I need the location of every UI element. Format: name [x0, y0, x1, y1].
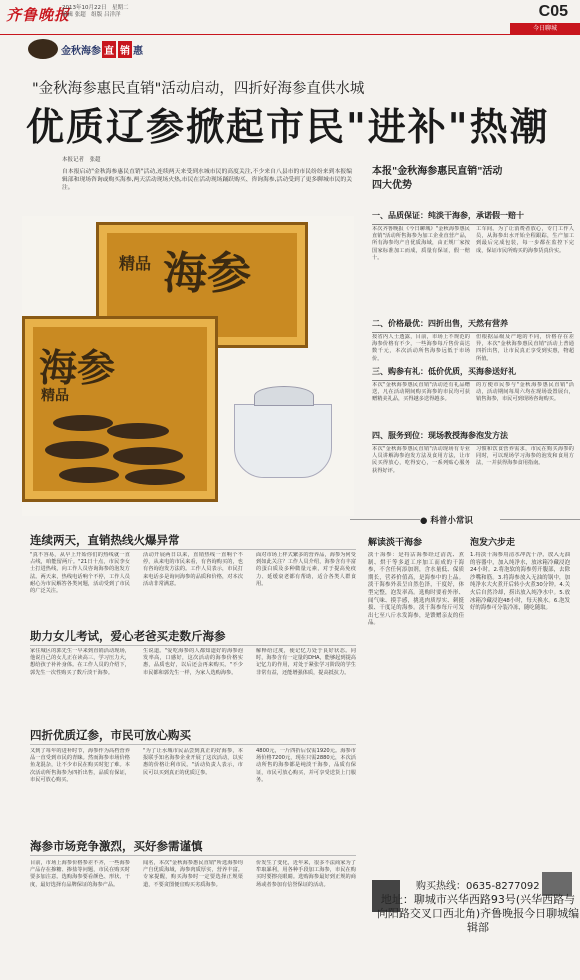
sea-cucumber: [59, 467, 119, 483]
section-1-title: 连续两天，直销热线火爆异常: [30, 533, 180, 547]
section-label: 今日聊城: [510, 23, 580, 34]
section-3-col-1: 又到了每年的进补时节，海参作为高档营养品一直受到市民的青睐。然而海参市场价格鱼龙混杂，让不少市民在购买时犯了难。本次活动所售海参为四折出售，品质有保证，市民可放心购买。: [30, 748, 130, 783]
hotline: 购买热线：0635-8277092: [416, 881, 540, 892]
issue-editors: 编辑 张超 组版 吕洋洋: [62, 12, 121, 18]
box-word-sub-front: 精品: [41, 388, 69, 404]
issue-info: [62, 5, 129, 19]
section-1-col-3: 面对市场上样式繁多的营养品，海参为何受到如此关注？工作人员介绍，海参含有丰富的蛋白质及多种微量元素，对于提高免疫力、延缓衰老都有帮助，适合各类人群食用。: [256, 552, 356, 587]
sea-cucumber: [125, 469, 185, 485]
article-intro: 自本报启动"金秋海参惠民直销"活动,连续两天来受到水城市民的高度关注,不少来自八县市的市民纷纷来到本报编辑部和现场咨询或购买海参,两天活动现场火热,市民在活动现场踊跃购买、咨询海参,活动受到了更多聊城市民的关注。: [62, 169, 352, 191]
sea-cucumber-icon: [28, 39, 58, 59]
advantage-3-heading: 三、购参有礼：低价优质，买海参送好礼: [372, 366, 572, 381]
section-4-col-3: 价发生了变化，近年来，很多不法商家为了牟取暴利，用各种手段加工海参，市民在购买时要擦亮眼睛。选购海参最好到正规的商场或者参加有信誉保证的活动。: [256, 860, 356, 888]
brand-post: 惠: [133, 45, 143, 57]
masthead-logo: 齐鲁晚报: [6, 6, 71, 24]
advantage-1-heading: 一、品质保证：纯淡干海参，承诺假一赔十: [372, 210, 572, 225]
kepu-title: ● 科普小常识: [420, 516, 473, 526]
section-2-col-3: 解释给过度，使记忆力处于良好状态。同时，海参含有一定量的DHA，能够起到提高记忆力的作用，对处于紧张学习阶段的学生非常有益，还能增强体质，提高抵抗力。: [256, 648, 356, 676]
section-4-col-2: 闻名，本次"金秋海参惠民直销"所选海参均产自优质海域，海参肉质厚实，营养丰富。专家提醒，购买海参时一定要选择正规渠道，不要贪图便宜购买劣质海参。: [143, 860, 243, 888]
section-2-col-2: 生说道。"爱吃海参的人都知道好的海参泡发率高，口感好，这次活动的海参价格实惠，品质也好，以后还会再来购买。"不少市民都和郭先生一样，为家人选购海参。: [143, 648, 243, 676]
campaign-brand: [28, 36, 143, 62]
paofa-title: 泡发六步走: [470, 538, 516, 548]
box-word-back: 海参: [163, 248, 251, 299]
section-3-col-2: "为了让水城市民品尝到真正的好海参，本报联手知名海参企业开展了这次活动，以实惠的价格让利市民。"活动负责人表示，市民可以买到真正的优质辽参。: [143, 748, 243, 776]
jiexi-title: 解读淡干海参: [368, 538, 423, 548]
advantage-3-text-a: 本次"金秋海参惠民直销"活动还有礼品赠送，凡在活动期间购买海参的市民均可获赠精美礼品，买得越多送得越多。: [372, 382, 470, 403]
section-1-col-2: 活动开展两日以来，直销热线一直响个不停，从来电的市民来看，有咨询购买的，也有咨询泡发方法的。工作人员表示，市民打来电话多是询问海参的品质和价格，对本次活动非常满意。: [143, 552, 243, 587]
advantage-4-text-a: 本次"金秋海参惠民直销"活动现场有专业人员讲解海参泡发方法及食用方法，让市民买得放心，吃得安心，一系列贴心服务获得好评。: [372, 446, 470, 474]
gift-box-front: [22, 316, 218, 502]
advantage-4-text-b: 习惯和饮食营养需求，市民在购买海参的同时，可以现场学习海参的泡发和食用方法，一并获得海参食用指南。: [476, 446, 574, 467]
paofa-text: 1.将淡干海参用清水冲洗干净，放入无油的容器中，加入纯净水，放冰箱冷藏浸泡24小时。2.将泡软的海参剪开腹部，去除沙嘴和筋。3.将海参放入无油的锅中，加纯净水大火煮开后转小火煮30分钟。4.关火后自然冷却，捞出放入纯净水中。5.放冰箱冷藏浸泡48小时，每天换水。6.泡发好的海参可分装冷冻，随吃随取。: [470, 552, 570, 612]
article-byline: 本报记者 张超: [62, 157, 101, 163]
advantage-2-text-a: 按省内人士透露，目前，市场上不规范的海参价格有不少，一些海参每斤售价高达数千元，本次活动所售海参远低于市场价。: [372, 334, 470, 362]
advantages-title: 本报"金秋海参惠民直销"活动 四大优势: [372, 166, 503, 191]
section-1-col-1: "真不容易，从早上开始你们的热线就一直占线，咱能留两斤。"21日十点，市民李女士打进热线，向工作人员咨询海参的泡发方法。两天来，热线电话响个不停，工作人员耐心为市民解答各类问题，活动受到了市民的广泛关注。: [30, 552, 130, 595]
header-divider: [0, 34, 580, 35]
advantage-2-text-b: 但根据品级及产地的不同，价格存在差异，本次"金秋海参惠民直销"活动上普通四折出售，让市民真正享受到实惠，物超所值。: [476, 334, 574, 362]
stew-pot: [234, 404, 332, 478]
sea-cucumber: [45, 441, 109, 459]
pot-lid: [254, 386, 314, 406]
advantage-3-text-b: 的方便市民参与"金秋海参惠民直销"活动，活动期间每周六均在现场设置展台，销售海参，市民可到现场咨询购买。: [476, 382, 574, 403]
brand-pre: 金秋海参: [61, 45, 101, 57]
product-photo: [22, 216, 354, 516]
issue-date: 2013年10月22日 星期二: [62, 5, 129, 11]
advantage-1-text-b: 工车间。为了让消费者放心，专门工作人员，从海参出水开始全程跟踪，生产加工到最后完成包装，每一步都在监控下完成，保证市民所购买的海参货真价实。: [476, 226, 574, 254]
jiexi-text: 淡干海参：是将活海参经过清洗、煮制、烘干等多道工序加工而成的干海参，不含任何添加剂，含水量低、保质期长，营养价值高，是海参中的上品。淡干海参外表呈自然色泽，干度好，体型完整，泡发率高。选购时要看外形、闻气味、摸手感，挑选肉质厚实、刺挺拔、干度足的海参。淡干海参每斤可发出七至八斤水发海参，是馈赠亲友的佳品。: [368, 552, 464, 627]
box-word-front: 海参: [39, 345, 116, 390]
section-2-title: 助力女儿考试，爱心老爸买走数斤海参: [30, 629, 226, 643]
box-word-sub-back: 精品: [119, 254, 152, 273]
section-3-title: 四折优质辽参，市民可放心购买: [30, 728, 191, 742]
section-2-col-1: 家住城区的郭先生一早来到直销活动现场，他说自己的女儿正在读高三，学习压力大，想给孩子补补身体。在工作人员的介绍下，郭先生一次性购买了数斤淡干海参。: [30, 648, 130, 676]
advantage-1-text-a: 本次齐鲁晚报《今日聊城》"金秋海参惠民直销"活动所售海参为加工企业直营产品，所有海参均产自优质海域，由正规厂家按国家标准加工而成，质量有保证，假一赔十。: [372, 226, 470, 261]
sea-cucumber: [107, 423, 169, 439]
advantage-4-heading: 四、服务到位：现场教授海参泡发方法: [372, 430, 572, 445]
article-headline: 优质辽参掀起市民"进补"热潮: [26, 104, 550, 149]
brand-mid2: 销: [118, 41, 132, 58]
advantage-2-heading: 二、价格最优：四折出售，天然有营养: [372, 318, 572, 333]
brand-mid1: 直: [102, 41, 116, 58]
kepu-divider-left: [350, 519, 420, 520]
sea-cucumber: [113, 447, 183, 465]
section-3-col-3: 4800元，一斤四折后仅需1920元。海参市场价格7200元，现在只需2880元，本次活动所售的海参都是纯淡干海参，品质有保证，市民可放心购买，并可享受送货上门服务。: [256, 748, 356, 783]
page-number: C05: [538, 3, 568, 20]
contact-address: 地址：聊城市兴华西路93号(兴华西路与向阳路交叉口西北角)齐鲁晚报今日聊城编辑部: [376, 893, 580, 934]
article-kicker: "金秋海参惠民直销"活动启动，四折好海参直供水城: [32, 81, 365, 97]
section-4-title: 海参市场竞争激烈，买好参需谨慎: [30, 839, 203, 853]
sea-cucumber: [53, 415, 113, 431]
section-4-col-1: 目前，市场上海参价格参差不齐，一些海参产品存在掺糖、掺盐等问题，市民在购买时要多加注意。选购海参要看颜色、形状、干度，最好选择有品牌保证的海参产品。: [30, 860, 130, 888]
